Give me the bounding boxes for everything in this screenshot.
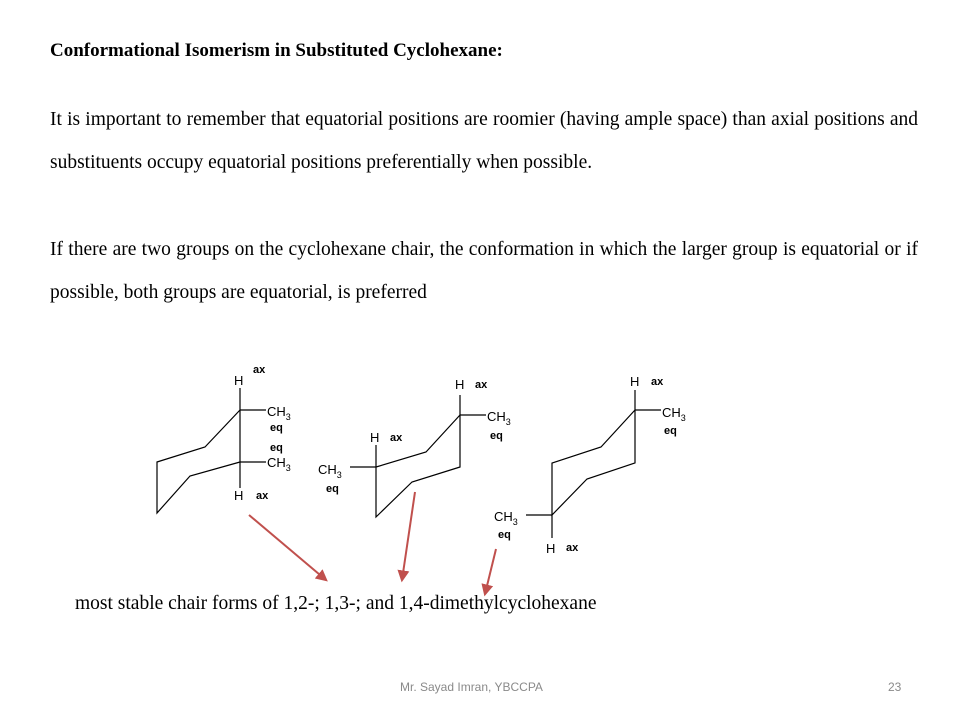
c6-eq-label: eq: [498, 529, 511, 541]
paragraph-two-groups: If there are two groups on the cyclohexane chair, the conformation in which the larger group is equatorial or if possible, both groups are equatorial, is preferred: [50, 239, 918, 303]
c5-h-label: H: [630, 374, 640, 389]
c5-ax-label: ax: [651, 376, 664, 388]
c2-ch-label: $CH_3$: [267, 455, 291, 473]
c2-h-label: H: [234, 488, 244, 503]
chair-1-4-dimethyl: [494, 374, 686, 556]
c6-ax-label: ax: [566, 542, 579, 554]
c1-eq-label: eq: [270, 422, 283, 434]
chair-3-ring: [552, 410, 635, 515]
c4-ax-label: ax: [390, 432, 403, 444]
chair-1-2-dimethyl: [157, 364, 291, 513]
c4-h-label: H: [370, 430, 380, 445]
c2-eq-label: eq: [270, 442, 283, 454]
diagram-caption: most stable chair forms of 1,2-; 1,3-; and 1,4-dimethylcyclohexane: [75, 593, 597, 614]
c3-eq-label: eq: [490, 430, 503, 442]
arrow-1: [249, 515, 326, 580]
c2-ax-label: ax: [256, 490, 269, 502]
arrow-3: [485, 549, 496, 594]
c3-h-label: H: [455, 377, 465, 392]
footer-author: Mr. Sayad Imran, YBCCPA: [400, 680, 543, 694]
c1-h-label: H: [234, 373, 244, 388]
c3-ch-label: $CH_3$: [487, 409, 511, 427]
c4-eq-label: eq: [326, 483, 339, 495]
c5-eq-label: eq: [664, 425, 677, 437]
chair-2-ring: [376, 415, 460, 517]
c3-ax-label: ax: [475, 379, 488, 391]
c1-ch-label: $CH_3$: [267, 404, 291, 422]
footer-page-number: 23: [888, 680, 902, 694]
c5-ch-label: $CH_3$: [662, 405, 686, 423]
paragraph-equatorial-preference: It is important to remember that equatorial positions are roomier (having ample space) than axial positions and substituents occupy equatorial positions preferentially when possible.: [50, 109, 918, 173]
c6-ch-label: $CH_3$: [494, 509, 518, 527]
chair-1-ring: [157, 410, 240, 513]
c4-ch-label: $CH_3$: [318, 462, 342, 480]
arrow-2: [402, 492, 415, 580]
c6-h-label: H: [546, 541, 556, 556]
slide-title: Conformational Isomerism in Substituted Cyclohexane:: [50, 40, 503, 61]
c1-ax-label: ax: [253, 364, 266, 376]
